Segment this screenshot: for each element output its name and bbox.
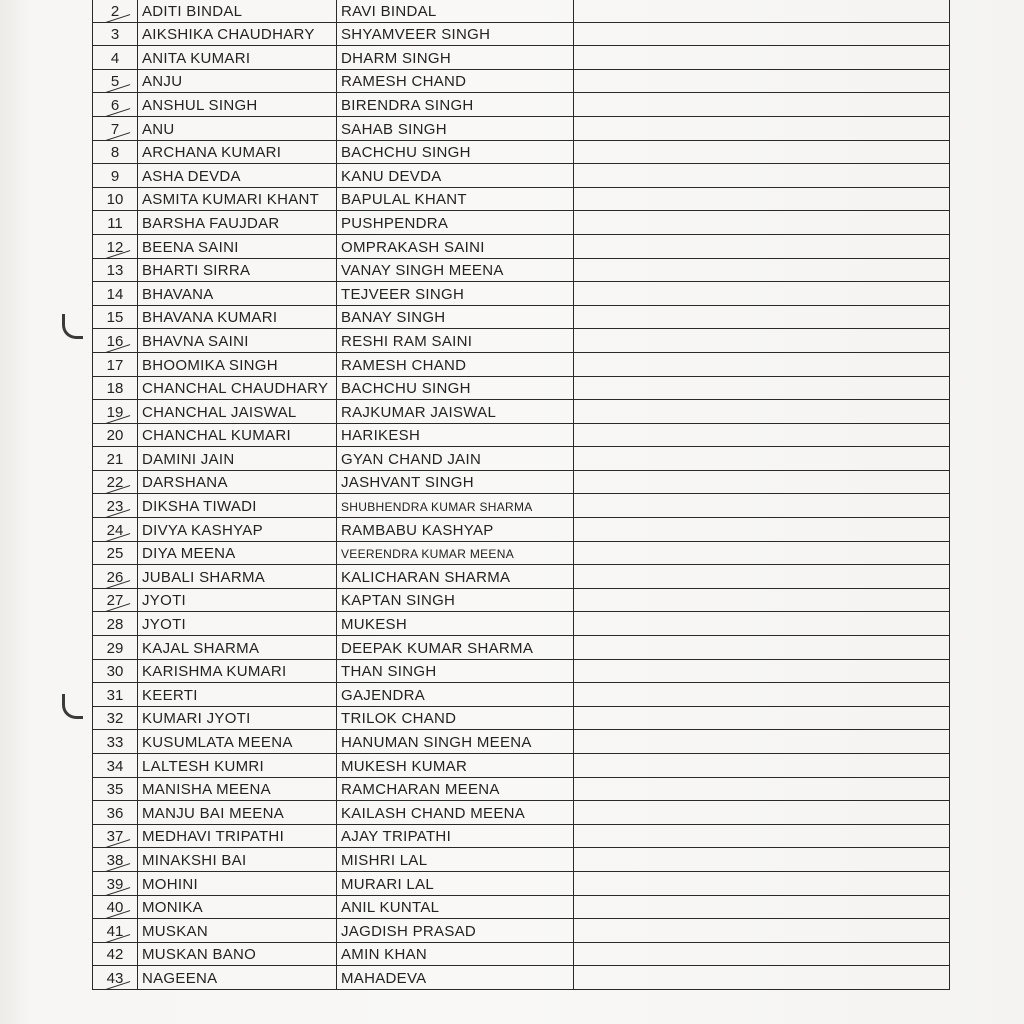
table-row <box>93 46 950 70</box>
student-name: KARISHMA KUMARI <box>138 659 337 683</box>
father-name: DHARM SINGH <box>337 46 574 70</box>
serial-number <box>93 470 138 494</box>
serial-number <box>93 46 138 70</box>
serial-number-text: 5 <box>110 73 120 91</box>
blank-cell <box>574 470 950 494</box>
punch-hole-mark-top <box>62 314 83 339</box>
student-name: DARSHANA <box>138 470 337 494</box>
table-row <box>93 895 950 919</box>
serial-number-text: 43 <box>106 969 124 987</box>
blank-cell <box>574 140 950 164</box>
father-name: THAN SINGH <box>337 659 574 683</box>
serial-number <box>93 565 138 589</box>
serial-number-text: 29 <box>106 639 124 657</box>
father-name: KALICHARAN SHARMA <box>337 565 574 589</box>
father-name: BIRENDRA SINGH <box>337 93 574 117</box>
table-row <box>93 541 950 565</box>
table-row <box>93 518 950 542</box>
serial-number <box>93 942 138 966</box>
blank-cell <box>574 966 950 990</box>
father-name: VEERENDRA KUMAR MEENA <box>337 541 574 565</box>
student-name: BHARTI SIRRA <box>138 258 337 282</box>
father-name: MURARI LAL <box>337 871 574 895</box>
serial-number <box>93 588 138 612</box>
serial-number-text: 11 <box>107 214 123 232</box>
serial-number-text: 9 <box>110 167 120 185</box>
student-name: DIVYA KASHYAP <box>138 518 337 542</box>
student-name: BHAVANA <box>138 282 337 306</box>
father-name: HARIKESH <box>337 423 574 447</box>
serial-number <box>93 871 138 895</box>
blank-cell <box>574 919 950 943</box>
serial-number-text: 24 <box>106 521 124 539</box>
serial-number-text: 32 <box>106 710 124 728</box>
father-name: SHYAMVEER SINGH <box>337 22 574 46</box>
father-name: SAHAB SINGH <box>337 116 574 140</box>
student-name: MANISHA MEENA <box>138 777 337 801</box>
serial-number-text: 19 <box>106 403 124 421</box>
serial-number-text: 7 <box>110 120 120 138</box>
student-name: MOHINI <box>138 871 337 895</box>
student-name: BEENA SAINI <box>138 234 337 258</box>
blank-cell <box>574 69 950 93</box>
father-name: ANIL KUNTAL <box>337 895 574 919</box>
serial-number-text: 25 <box>106 545 124 563</box>
serial-number-text: 21 <box>106 450 124 468</box>
blank-cell <box>574 305 950 329</box>
blank-cell <box>574 824 950 848</box>
serial-number <box>93 730 138 754</box>
serial-number <box>93 447 138 471</box>
blank-cell <box>574 801 950 825</box>
student-name: CHANCHAL CHAUDHARY <box>138 376 337 400</box>
table-row <box>93 588 950 612</box>
serial-number <box>93 612 138 636</box>
student-name: BARSHA FAUJDAR <box>138 211 337 235</box>
student-name: JYOTI <box>138 588 337 612</box>
blank-cell <box>574 0 950 22</box>
serial-number <box>93 234 138 258</box>
blank-cell <box>574 636 950 660</box>
serial-number <box>93 376 138 400</box>
father-name: GAJENDRA <box>337 683 574 707</box>
table-row <box>93 211 950 235</box>
table-row <box>93 305 950 329</box>
student-name: BHAVNA SAINI <box>138 329 337 353</box>
serial-number <box>93 423 138 447</box>
serial-number <box>93 494 138 518</box>
father-name: RAMESH CHAND <box>337 352 574 376</box>
table-row <box>93 22 950 46</box>
student-name: MUSKAN BANO <box>138 942 337 966</box>
father-name: KAILASH CHAND MEENA <box>337 801 574 825</box>
student-name: AIKSHIKA CHAUDHARY <box>138 22 337 46</box>
table-row <box>93 754 950 778</box>
blank-cell <box>574 565 950 589</box>
serial-number <box>93 0 138 22</box>
father-name: DEEPAK KUMAR SHARMA <box>337 636 574 660</box>
father-name: RESHI RAM SAINI <box>337 329 574 353</box>
serial-number-text: 27 <box>106 592 124 610</box>
blank-cell <box>574 730 950 754</box>
serial-number-text: 2 <box>110 2 120 20</box>
blank-cell <box>574 754 950 778</box>
father-name: MAHADEVA <box>337 966 574 990</box>
serial-number <box>93 706 138 730</box>
serial-number-text: 4 <box>110 49 120 67</box>
serial-number-text: 16 <box>106 332 124 350</box>
serial-number-text: 6 <box>110 96 120 114</box>
blank-cell <box>574 683 950 707</box>
blank-cell <box>574 93 950 117</box>
blank-cell <box>574 22 950 46</box>
father-name: RAMESH CHAND <box>337 69 574 93</box>
student-name: MEDHAVI TRIPATHI <box>138 824 337 848</box>
student-name: MINAKSHI BAI <box>138 848 337 872</box>
blank-cell <box>574 447 950 471</box>
table-row <box>93 116 950 140</box>
blank-cell <box>574 588 950 612</box>
serial-number <box>93 754 138 778</box>
table-row <box>93 777 950 801</box>
serial-number <box>93 895 138 919</box>
serial-number-text: 17 <box>106 356 124 374</box>
father-name: AJAY TRIPATHI <box>337 824 574 848</box>
serial-number <box>93 400 138 424</box>
father-name: JASHVANT SINGH <box>337 470 574 494</box>
serial-number <box>93 966 138 990</box>
table-row <box>93 683 950 707</box>
blank-cell <box>574 282 950 306</box>
father-name: RAMCHARAN MEENA <box>337 777 574 801</box>
father-name: BAPULAL KHANT <box>337 187 574 211</box>
serial-number <box>93 659 138 683</box>
father-name: RAMBABU KASHYAP <box>337 518 574 542</box>
serial-number <box>93 636 138 660</box>
table-row <box>93 824 950 848</box>
serial-number-text: 18 <box>106 380 124 398</box>
father-name: MUKESH <box>337 612 574 636</box>
serial-number <box>93 683 138 707</box>
student-name: JYOTI <box>138 612 337 636</box>
serial-number <box>93 22 138 46</box>
serial-number-text: 10 <box>106 191 124 209</box>
serial-number <box>93 329 138 353</box>
student-name: ASHA DEVDA <box>138 164 337 188</box>
student-name: CHANCHAL KUMARI <box>138 423 337 447</box>
table-row <box>93 848 950 872</box>
serial-number <box>93 164 138 188</box>
table-row <box>93 612 950 636</box>
father-name: KANU DEVDA <box>337 164 574 188</box>
blank-cell <box>574 942 950 966</box>
serial-number <box>93 211 138 235</box>
father-name: AMIN KHAN <box>337 942 574 966</box>
table-row <box>93 447 950 471</box>
serial-number <box>93 93 138 117</box>
father-name: KAPTAN SINGH <box>337 588 574 612</box>
father-name: HANUMAN SINGH MEENA <box>337 730 574 754</box>
table-row <box>93 942 950 966</box>
father-name: TRILOK CHAND <box>337 706 574 730</box>
table-row <box>93 258 950 282</box>
table-row <box>93 423 950 447</box>
father-name: GYAN CHAND JAIN <box>337 447 574 471</box>
serial-number-text: 3 <box>110 26 120 44</box>
father-name: BACHCHU SINGH <box>337 140 574 164</box>
student-name: CHANCHAL JAISWAL <box>138 400 337 424</box>
table-row <box>93 966 950 990</box>
father-name: BANAY SINGH <box>337 305 574 329</box>
table-row <box>93 730 950 754</box>
table-row <box>93 470 950 494</box>
student-name: ANSHUL SINGH <box>138 93 337 117</box>
table-row <box>93 565 950 589</box>
student-name: KUMARI JYOTI <box>138 706 337 730</box>
serial-number <box>93 258 138 282</box>
blank-cell <box>574 777 950 801</box>
serial-number-text: 37 <box>106 828 124 846</box>
blank-cell <box>574 518 950 542</box>
table-row <box>93 801 950 825</box>
serial-number-text: 30 <box>106 663 124 681</box>
table-row <box>93 871 950 895</box>
serial-number <box>93 919 138 943</box>
serial-number-text: 20 <box>106 427 124 445</box>
blank-cell <box>574 258 950 282</box>
student-name: KAJAL SHARMA <box>138 636 337 660</box>
serial-number-text: 8 <box>110 144 120 162</box>
student-name: MUSKAN <box>138 919 337 943</box>
serial-number <box>93 116 138 140</box>
serial-number <box>93 848 138 872</box>
table-row <box>93 234 950 258</box>
serial-number <box>93 282 138 306</box>
student-name: ADITI BINDAL <box>138 0 337 22</box>
serial-number <box>93 541 138 565</box>
serial-number-text: 22 <box>106 474 124 492</box>
serial-number-text: 31 <box>106 686 124 704</box>
student-name: KUSUMLATA MEENA <box>138 730 337 754</box>
blank-cell <box>574 234 950 258</box>
student-name: ANITA KUMARI <box>138 46 337 70</box>
blank-cell <box>574 164 950 188</box>
father-name: JAGDISH PRASAD <box>337 919 574 943</box>
punch-hole-mark-bottom <box>62 694 83 719</box>
student-name: ANU <box>138 116 337 140</box>
table-row <box>93 494 950 518</box>
serial-number <box>93 352 138 376</box>
serial-number-text: 40 <box>106 899 124 917</box>
serial-number <box>93 801 138 825</box>
blank-cell <box>574 376 950 400</box>
table-row <box>93 0 950 22</box>
father-name: TEJVEER SINGH <box>337 282 574 306</box>
serial-number-text: 42 <box>106 946 124 964</box>
student-name: KEERTI <box>138 683 337 707</box>
table-row <box>93 352 950 376</box>
serial-number <box>93 518 138 542</box>
father-name: VANAY SINGH MEENA <box>337 258 574 282</box>
student-name: JUBALI SHARMA <box>138 565 337 589</box>
serial-number-text: 33 <box>106 734 124 751</box>
table-row <box>93 659 950 683</box>
student-name: ANJU <box>138 69 337 93</box>
blank-cell <box>574 423 950 447</box>
father-name: OMPRAKASH SAINI <box>337 234 574 258</box>
serial-number-text: 39 <box>106 875 124 893</box>
roster-body <box>93 0 950 989</box>
blank-cell <box>574 871 950 895</box>
student-name: DIYA MEENA <box>138 541 337 565</box>
blank-cell <box>574 187 950 211</box>
student-name: ASMITA KUMARI KHANT <box>138 187 337 211</box>
blank-cell <box>574 46 950 70</box>
table-row <box>93 187 950 211</box>
student-name: MANJU BAI MEENA <box>138 801 337 825</box>
blank-cell <box>574 706 950 730</box>
father-name: MUKESH KUMAR <box>337 754 574 778</box>
student-roster-table <box>92 0 950 990</box>
student-name: BHAVANA KUMARI <box>138 305 337 329</box>
serial-number <box>93 187 138 211</box>
serial-number <box>93 69 138 93</box>
table-row <box>93 329 950 353</box>
student-name: ARCHANA KUMARI <box>138 140 337 164</box>
table-row <box>93 69 950 93</box>
father-name: PUSHPENDRA <box>337 211 574 235</box>
table-row <box>93 919 950 943</box>
blank-cell <box>574 541 950 565</box>
blank-cell <box>574 895 950 919</box>
father-name: RAJKUMAR JAISWAL <box>337 400 574 424</box>
father-name: BACHCHU SINGH <box>337 376 574 400</box>
blank-cell <box>574 352 950 376</box>
serial-number <box>93 140 138 164</box>
serial-number <box>93 824 138 848</box>
table-row <box>93 93 950 117</box>
student-name: NAGEENA <box>138 966 337 990</box>
serial-number-text: 35 <box>106 781 124 799</box>
serial-number-text: 23 <box>106 498 124 516</box>
student-name: LALTESH KUMRI <box>138 754 337 778</box>
table-row <box>93 282 950 306</box>
serial-number <box>93 777 138 801</box>
serial-number-text: 15 <box>106 309 124 327</box>
father-name: RAVI BINDAL <box>337 0 574 22</box>
serial-number <box>93 305 138 329</box>
serial-number-text: 34 <box>106 757 124 775</box>
blank-cell <box>574 848 950 872</box>
table-row <box>93 400 950 424</box>
blank-cell <box>574 116 950 140</box>
table-row <box>93 636 950 660</box>
blank-cell <box>574 329 950 353</box>
table-row <box>93 706 950 730</box>
student-name: MONIKA <box>138 895 337 919</box>
serial-number-text: 41 <box>106 922 124 940</box>
student-name: DAMINI JAIN <box>138 447 337 471</box>
blank-cell <box>574 400 950 424</box>
serial-number-text: 12 <box>106 238 124 256</box>
blank-cell <box>574 659 950 683</box>
father-name: SHUBHENDRA KUMAR SHARMA <box>337 494 574 518</box>
student-name: BHOOMIKA SINGH <box>138 352 337 376</box>
serial-number-text: 26 <box>106 568 124 586</box>
blank-cell <box>574 612 950 636</box>
serial-number-text: 36 <box>106 804 124 822</box>
student-name: DIKSHA TIWADI <box>138 494 337 518</box>
blank-cell <box>574 211 950 235</box>
table-row <box>93 376 950 400</box>
serial-number-text: 13 <box>106 262 124 280</box>
serial-number-text: 38 <box>106 851 124 869</box>
serial-number-text: 14 <box>106 285 124 303</box>
table-row <box>93 164 950 188</box>
table-row <box>93 140 950 164</box>
serial-number-text: 28 <box>106 616 124 634</box>
father-name: MISHRI LAL <box>337 848 574 872</box>
blank-cell <box>574 494 950 518</box>
